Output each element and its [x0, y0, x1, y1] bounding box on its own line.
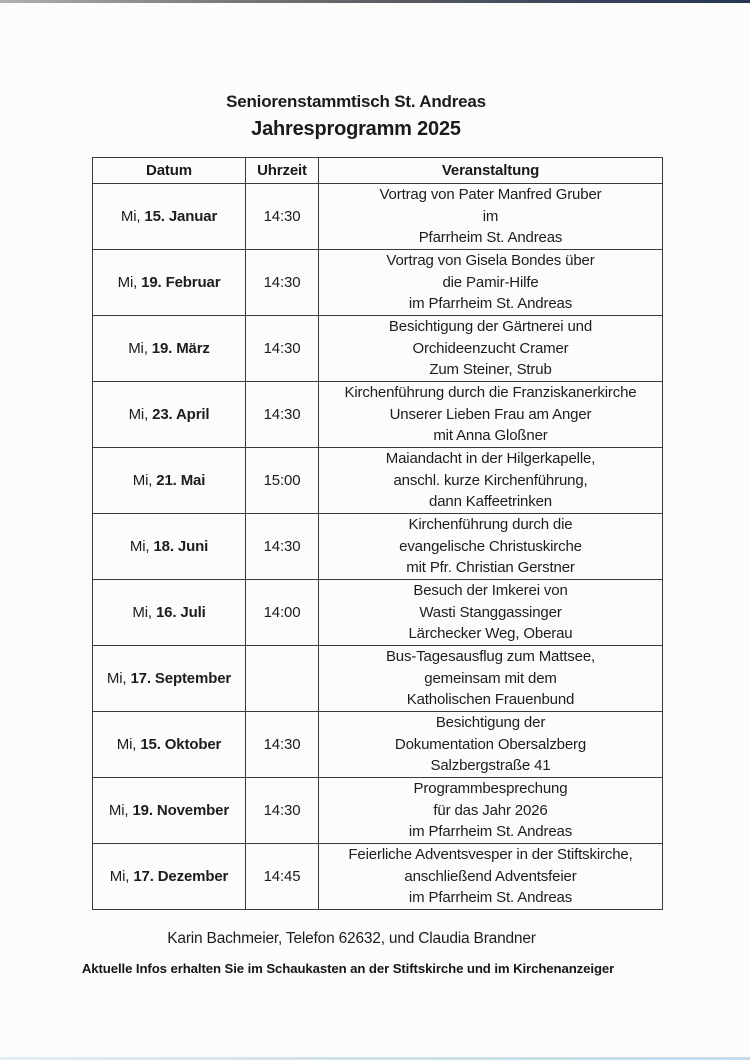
date-value: 17. Dezember	[133, 868, 229, 885]
date-day: Mi,	[132, 472, 157, 489]
event-line: Wasti Stanggassinger	[419, 603, 562, 621]
event-line: im Pfarrheim St. Andreas	[408, 295, 573, 313]
event-cell	[319, 844, 663, 910]
date-value: 15. Oktober	[140, 736, 222, 753]
table-header-row	[93, 158, 663, 184]
date-day: Mi,	[117, 274, 142, 291]
event-cell	[319, 646, 663, 712]
table-row	[93, 712, 663, 778]
event-line: Bus-Tagesausflug zum Mattsee,	[385, 648, 596, 666]
date-cell	[93, 448, 246, 514]
event-cell	[319, 184, 663, 250]
date-cell	[93, 316, 246, 382]
date-value: 21. Mai	[156, 472, 206, 489]
time-cell: 14:30	[246, 184, 319, 250]
document-header	[0, 91, 712, 141]
date-cell	[93, 778, 246, 844]
event-line: Feierliche Adventsvesper in der Stiftskirche,	[348, 846, 633, 864]
date-day: Mi,	[129, 538, 154, 555]
event-line: mit Pfr. Christian Gerstner	[406, 559, 575, 577]
table-row	[93, 316, 663, 382]
event-line: die Pamir-Hilfe	[442, 273, 539, 291]
time-cell	[246, 646, 319, 712]
event-line: Vortrag von Gisela Bondes über	[386, 252, 595, 270]
table-row	[93, 778, 663, 844]
event-line: Besichtigung der	[435, 714, 546, 732]
info-line: Aktuelle Infos erhalten Sie im Schaukasten an der Stiftskirche und im Kirchenanzeiger	[81, 961, 615, 976]
event-line: Dokumentation Obersalzberg	[394, 735, 587, 753]
time-cell: 14:30	[246, 514, 319, 580]
date-value: 18. Juni	[153, 538, 209, 555]
date-cell	[93, 382, 246, 448]
event-line: Programmbesprechung	[413, 780, 568, 798]
table-row	[93, 580, 663, 646]
event-line: mit Anna Gloßner	[433, 427, 548, 445]
date-cell	[93, 250, 246, 316]
time-cell: 14:30	[246, 712, 319, 778]
date-value: 23. April	[152, 406, 210, 423]
date-cell	[93, 184, 246, 250]
contact-line: Karin Bachmeier, Telefon 62632, und Claudia Brandner	[167, 930, 536, 947]
event-line: Pfarrheim St. Andreas	[418, 229, 563, 247]
event-cell	[319, 778, 663, 844]
event-line: im Pfarrheim St. Andreas	[408, 889, 573, 907]
date-value: 19. Februar	[141, 274, 221, 291]
event-cell	[319, 250, 663, 316]
event-line: evangelische Christuskirche	[399, 537, 582, 555]
event-line: im Pfarrheim St. Andreas	[408, 823, 573, 841]
date-day: Mi,	[128, 406, 153, 423]
date-cell	[93, 514, 246, 580]
date-day: Mi,	[109, 868, 134, 885]
date-day: Mi,	[132, 604, 156, 621]
time-cell: 14:30	[246, 382, 319, 448]
event-cell	[319, 580, 663, 646]
event-line: Salzbergstraße 41	[430, 757, 551, 775]
page-subtitle: Jahresprogramm 2025	[251, 118, 461, 140]
date-day: Mi,	[106, 670, 131, 687]
event-cell	[319, 316, 663, 382]
time-cell: 15:00	[246, 448, 319, 514]
date-day: Mi,	[120, 208, 145, 225]
event-line: anschließend Adventsfeier	[404, 867, 577, 885]
event-line: gemeinsam mit dem	[424, 669, 557, 687]
event-cell	[319, 382, 663, 448]
time-cell: 14:30	[246, 250, 319, 316]
event-cell	[319, 448, 663, 514]
table-row	[93, 250, 663, 316]
table-row	[93, 514, 663, 580]
date-value: 15. Januar	[144, 208, 218, 225]
date-cell	[93, 646, 246, 712]
time-cell: 14:00	[246, 580, 319, 646]
event-cell	[319, 712, 663, 778]
event-line: Besuch der Imkerei von	[413, 582, 568, 600]
event-line: dann Kaffeetrinken	[429, 493, 552, 511]
table-row	[93, 646, 663, 712]
page-title: Seniorenstammtisch St. Andreas	[226, 92, 486, 111]
date-value: 19. März	[151, 340, 210, 357]
table-row	[93, 184, 663, 250]
time-cell: 14:45	[246, 844, 319, 910]
event-line: im	[482, 207, 499, 225]
scan-artifact-top-edge	[0, 0, 750, 3]
table-row	[93, 844, 663, 910]
date-value: 19. November	[132, 802, 230, 819]
event-cell	[319, 514, 663, 580]
event-line: Kirchenführung durch die	[408, 516, 573, 534]
event-line: Kirchenführung durch die Franziskanerkirche	[344, 384, 637, 402]
date-cell	[93, 844, 246, 910]
date-cell	[93, 580, 246, 646]
event-line: Orchideenzucht Cramer	[412, 339, 569, 357]
event-line: Lärchecker Weg, Oberau	[408, 625, 573, 643]
time-cell: 14:30	[246, 778, 319, 844]
event-line: Zum Steiner, Strub	[429, 361, 552, 379]
column-header-veranstaltung: Veranstaltung	[319, 158, 663, 184]
date-day: Mi,	[108, 802, 133, 819]
event-line: Maiandacht in der Hilgerkapelle,	[385, 450, 596, 468]
date-day: Mi,	[116, 736, 141, 753]
event-line: anschl. kurze Kirchenführung,	[393, 471, 588, 489]
table-row	[93, 448, 663, 514]
event-line: Vortrag von Pater Manfred Gruber	[379, 186, 602, 204]
event-line: für das Jahr 2026	[433, 801, 548, 819]
column-header-datum: Datum	[93, 158, 246, 184]
date-value: 16. Juli	[155, 604, 206, 621]
date-cell	[93, 712, 246, 778]
date-value: 17. September	[130, 670, 232, 687]
program-table	[92, 157, 663, 910]
table-body	[93, 184, 663, 910]
table-row	[93, 382, 663, 448]
event-line: Unserer Lieben Frau am Anger	[389, 405, 592, 423]
date-day: Mi,	[128, 340, 152, 357]
time-cell: 14:30	[246, 316, 319, 382]
event-line: Katholischen Frauenbund	[406, 691, 575, 709]
column-header-uhrzeit: Uhrzeit	[246, 158, 319, 184]
event-line: Besichtigung der Gärtnerei und	[388, 318, 593, 336]
